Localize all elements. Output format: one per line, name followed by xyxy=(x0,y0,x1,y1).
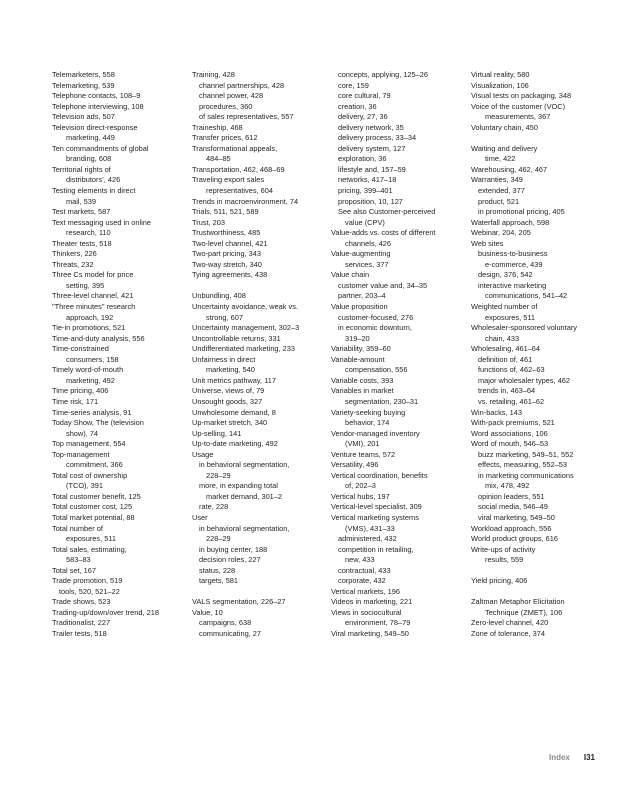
index-subentry: business-to-business xyxy=(478,249,548,259)
index-entry: Three Cs model for price xyxy=(52,270,134,280)
index-subentry: core cultural, 79 xyxy=(338,91,391,101)
index-subentry: compensation, 556 xyxy=(345,365,408,375)
index-subentry: (VMS), 431–33 xyxy=(345,523,395,533)
index-entry: Telephone interviewing, 108 xyxy=(52,101,144,111)
index-entry: Time-constrained xyxy=(52,344,109,354)
index-subentry: lifestyle and, 157–59 xyxy=(338,164,406,174)
index-subentry: behavior, 174 xyxy=(345,418,390,428)
index-entry: Vertical hubs, 197 xyxy=(331,491,390,501)
index-entry: Total customer benefit, 125 xyxy=(52,491,141,501)
index-entry: Waterfall approach, 598 xyxy=(471,217,550,227)
index-entry: Value proposition xyxy=(331,302,388,312)
index-entry: Webinar, 204, 205 xyxy=(471,228,531,238)
index-subentry: major wholesaler types, 462 xyxy=(478,375,571,385)
index-entry: Variables in market xyxy=(331,386,394,396)
index-entry: Weighted number of xyxy=(471,302,538,312)
index-subentry: concepts, applying, 125–26 xyxy=(338,70,428,79)
index-subentry: channel partnerships, 428 xyxy=(199,80,285,90)
index-subentry: pricing, 399–401 xyxy=(338,186,393,196)
index-entry: Theater tests, 518 xyxy=(52,238,112,248)
index-entry: Testing elements in direct xyxy=(52,186,136,196)
index-entry: Ten commandments of global xyxy=(52,143,149,153)
index-entry: Today Show, The (television xyxy=(52,418,144,428)
index-subentry: interactive marketing xyxy=(478,280,547,290)
index-subentry: mix, 478, 492 xyxy=(485,481,530,491)
index-entry: Two-part pricing, 343 xyxy=(192,249,262,259)
index-subentry: representatives, 604 xyxy=(206,186,273,196)
index-entry: Three-level channel, 421 xyxy=(52,291,134,301)
index-entry: Total set, 167 xyxy=(52,565,96,575)
index-subentry: design, 376, 542 xyxy=(478,270,533,280)
index-subentry: consumers, 158 xyxy=(66,354,119,364)
index-column-4 xyxy=(471,70,603,640)
index-subentry: value (CPV) xyxy=(345,217,385,227)
letter-group-spacer xyxy=(471,566,603,577)
index-subentry: marketing, 492 xyxy=(66,375,115,385)
index-subentry: decision roles, 227 xyxy=(199,555,261,565)
index-subentry: 228–29 xyxy=(206,534,231,544)
index-entry: Television ads, 507 xyxy=(52,112,115,122)
index-subentry: procedures, 360 xyxy=(199,101,253,111)
index-entry: Unfairness in direct xyxy=(192,354,256,364)
index-entry: Total number of xyxy=(52,523,103,533)
index-entry: World product groups, 616 xyxy=(471,534,558,544)
index-subentry: in behavioral segmentation, xyxy=(199,460,290,470)
index-entry: Unwholesome demand, 8 xyxy=(192,407,276,417)
index-entry: Vertical-level specialist, 309 xyxy=(331,502,422,512)
index-subentry: mail, 539 xyxy=(66,196,96,206)
index-entry: Traveling export sales xyxy=(192,175,265,185)
index-entry: Vendor-managed inventory xyxy=(331,428,420,438)
index-entry: Text messaging used in online xyxy=(52,217,152,227)
index-subentry: delivery process, 33–34 xyxy=(338,133,417,143)
index-column-2 xyxy=(192,70,324,640)
index-entry: Vertical marketing systems xyxy=(331,512,419,522)
index-subentry: show), 74 xyxy=(66,428,99,438)
index-entry: Views in sociocultural xyxy=(331,607,402,617)
footer-section-label: Index xyxy=(548,753,570,762)
index-entry: Visual tests on packaging, 348 xyxy=(471,91,572,101)
index-subentry: contractual, 433 xyxy=(338,565,391,575)
index-entry: Zone of tolerance, 374 xyxy=(471,628,545,638)
index-entry: Write-ups of activity xyxy=(471,544,536,554)
index-entry: Uncertainty avoidance, weak vs. xyxy=(192,302,298,312)
index-entry: Unsought goods, 327 xyxy=(192,396,263,406)
index-subentry: 583–83 xyxy=(66,555,91,565)
index-subentry: administered, 432 xyxy=(338,534,397,544)
index-entry: VALS segmentation, 226–27 xyxy=(192,597,286,607)
index-subentry: setting, 395 xyxy=(66,280,105,290)
index-entry: Trailer tests, 518 xyxy=(52,628,107,638)
index-entry: Thinkers, 226 xyxy=(52,249,97,259)
index-entry: Trade shows, 523 xyxy=(52,597,111,607)
index-entry: Zero-level channel, 420 xyxy=(471,618,549,628)
index-subentry: targets, 581 xyxy=(199,576,239,586)
index-entry: Voluntary chain, 450 xyxy=(471,122,538,132)
index-entry: Time-series analysis, 91 xyxy=(52,407,132,417)
index-entry: Value, 10 xyxy=(192,607,223,617)
index-column-1 xyxy=(52,70,184,640)
index-entry: Variety-seeking buying xyxy=(331,407,406,417)
index-entry: Up-selling, 141 xyxy=(192,428,242,438)
index-subentry: communications, 541–42 xyxy=(485,291,568,301)
index-entry: With-pack premiums, 521 xyxy=(471,418,555,428)
index-subentry: exploration, 36 xyxy=(338,154,387,164)
index-subentry: 484–85 xyxy=(206,154,231,164)
index-entry: User xyxy=(192,512,208,522)
index-entry: Trade promotion, 519 xyxy=(52,576,123,586)
index-entry: Up-market stretch, 340 xyxy=(192,418,268,428)
index-subentry: research, 110 xyxy=(66,228,111,238)
index-entry: Videos in marketing, 221 xyxy=(331,597,413,607)
index-entry: Traineship, 468 xyxy=(192,122,243,132)
index-entry: Universe, views of, 79 xyxy=(192,386,265,396)
index-entry: Trials, 511, 521, 589 xyxy=(192,207,259,217)
index-entry: Timely word-of-mouth xyxy=(52,365,124,375)
index-entry: Telemarketing, 539 xyxy=(52,80,115,90)
index-subentry: branding, 608 xyxy=(66,154,112,164)
index-subentry: effects, measuring, 552–53 xyxy=(478,460,568,470)
index-entry: Television direct-response xyxy=(52,122,138,132)
index-subentry: status, 228 xyxy=(199,565,236,575)
index-entry: Trends in macroenvironment, 74 xyxy=(192,196,299,206)
index-entry: Up-to-date marketing, 492 xyxy=(192,439,278,449)
index-entry: Training, 428 xyxy=(192,70,235,79)
index-subentry: corporate, 432 xyxy=(338,576,386,586)
index-entry: Waiting and delivery xyxy=(471,143,538,153)
index-entry: Zaltman Metaphor Elicitation xyxy=(471,597,565,607)
index-subentry: extended, 377 xyxy=(478,186,525,196)
index-subentry: marketing, 449 xyxy=(66,133,115,143)
index-entry: Wholesaler-sponsored voluntary xyxy=(471,323,577,333)
index-subentry: time, 422 xyxy=(485,154,516,164)
index-subentry: exposures, 511 xyxy=(485,312,535,322)
index-entry: Transfer prices, 612 xyxy=(192,133,258,143)
index-subentry: tools, 520, 521–22 xyxy=(59,586,120,596)
index-entry: Warranties, 349 xyxy=(471,175,523,185)
index-entry: Viral marketing, 549–50 xyxy=(331,628,409,638)
index-entry: Telephone contacts, 108–9 xyxy=(52,91,141,101)
index-subentry: competition in retailing, xyxy=(338,544,414,554)
index-entry: Value-augmenting xyxy=(331,249,391,259)
index-subentry: of, 202–3 xyxy=(345,481,376,491)
index-subentry: (VMI), 201 xyxy=(345,439,380,449)
index-subentry: communicating, 27 xyxy=(199,628,262,638)
index-subentry: viral marketing, 549–50 xyxy=(478,512,555,522)
index-subentry: strong, 607 xyxy=(206,312,243,322)
index-subentry: delivery system, 127 xyxy=(338,143,406,153)
index-subentry: market demand, 301–2 xyxy=(206,491,283,501)
index-entry: Trustworthiness, 485 xyxy=(192,228,261,238)
index-subentry: 319–20 xyxy=(345,333,370,343)
index-entry: Total market potential, 88 xyxy=(52,512,135,522)
index-entry: Total customer cost, 125 xyxy=(52,502,133,512)
index-subentry: channel power, 428 xyxy=(199,91,264,101)
letter-group-spacer xyxy=(471,587,603,598)
index-subentry: (TCO), 391 xyxy=(66,481,103,491)
index-entry: Voice of the customer (VOC) xyxy=(471,101,566,111)
index-subentry: networks, 417–18 xyxy=(338,175,397,185)
index-subentry: e-commerce, 439 xyxy=(485,259,543,269)
index-entry: Variable-amount xyxy=(331,354,385,364)
index-entry: Vertical coordination, benefits xyxy=(331,470,428,480)
index-subentry: exposures, 511 xyxy=(66,534,116,544)
index-subentry: social media, 546–49 xyxy=(478,502,548,512)
index-entry: Top management, 554 xyxy=(52,439,126,449)
index-entry: Time-and-duty analysis, 556 xyxy=(52,333,145,343)
index-entry: Undifferentiated marketing, 233 xyxy=(192,344,295,354)
index-entry: Venture teams, 572 xyxy=(331,449,396,459)
index-subentry: delivery network, 35 xyxy=(338,122,404,132)
index-subentry: approach, 192 xyxy=(66,312,114,322)
index-subentry: creation, 36 xyxy=(338,101,377,111)
index-entry: "Three minutes" research xyxy=(52,302,136,312)
index-entry: Wholesaling, 461–64 xyxy=(471,344,541,354)
index-entry: Tying agreements, 438 xyxy=(192,270,268,280)
index-entry: Word of mouth, 546–53 xyxy=(471,439,549,449)
index-entry: Transformational appeals, xyxy=(192,143,278,153)
index-entry: Value chain xyxy=(331,270,370,280)
index-entry: Web sites xyxy=(471,238,504,248)
index-subentry: vs. retailing, 461–62 xyxy=(478,396,545,406)
index-subentry: delivery, 27, 36 xyxy=(338,112,388,122)
index-entry: Two-way stretch, 340 xyxy=(192,259,262,269)
index-entry: Trading-up/down/over trend, 218 xyxy=(52,607,159,617)
page-footer xyxy=(500,753,595,762)
index-subentry: 228–29 xyxy=(206,470,231,480)
index-entry: Warehousing, 462, 467 xyxy=(471,164,548,174)
index-entry: Threats, 232 xyxy=(52,259,94,269)
index-subentry: buzz marketing, 549–51, 552 xyxy=(478,449,574,459)
index-entry: Value-adds vs. costs of different xyxy=(331,228,436,238)
index-subentry: more, in expanding total xyxy=(199,481,278,491)
index-subentry: distributors’, 426 xyxy=(66,175,121,185)
index-entry: Versatility, 496 xyxy=(331,460,379,470)
index-subentry: in promotional pricing, 405 xyxy=(478,207,565,217)
index-entry: Time pricing, 406 xyxy=(52,386,109,396)
index-subentry: segmentation, 230–31 xyxy=(345,396,419,406)
index-subentry: rate, 228 xyxy=(199,502,229,512)
index-subentry: customer value and, 34–35 xyxy=(338,280,428,290)
index-entry: Telemarketers, 558 xyxy=(52,70,115,79)
index-subentry: See also Customer-perceived xyxy=(338,207,436,217)
index-subentry: in marketing communications xyxy=(478,470,574,480)
index-entry: Total sales, estimating, xyxy=(52,544,127,554)
index-subentry: chain, 433 xyxy=(485,333,520,343)
index-entry: Win-backs, 143 xyxy=(471,407,522,417)
index-entry: Uncertainty management, 302–3 xyxy=(192,323,300,333)
index-entry: Workload approach, 556 xyxy=(471,523,552,533)
index-subentry: Technique (ZMET), 106 xyxy=(485,607,563,617)
index-subentry: results, 559 xyxy=(485,555,524,565)
index-subentry: trends in, 463–64 xyxy=(478,386,536,396)
index-entry: Top-management xyxy=(52,449,110,459)
index-entry: Variable costs, 393 xyxy=(331,375,394,385)
index-entry: Usage xyxy=(192,449,214,459)
index-entry: Two-level channel, 421 xyxy=(192,238,268,248)
index-subentry: definition of, 461 xyxy=(478,354,533,364)
letter-group-spacer xyxy=(192,281,324,292)
index-subentry: environment, 78–79 xyxy=(345,618,411,628)
index-subentry: commitment, 366 xyxy=(66,460,123,470)
index-subentry: core, 159 xyxy=(338,80,369,90)
index-subentry: campaigns, 638 xyxy=(199,618,252,628)
index-entry: Territorial rights of xyxy=(52,164,111,174)
index-subentry: marketing, 540 xyxy=(206,365,255,375)
index-entry: Visualization, 106 xyxy=(471,80,529,90)
index-entry: Traditionalist, 227 xyxy=(52,618,111,628)
index-entry: Trust, 203 xyxy=(192,217,225,227)
index-entry: Tie-in promotions, 521 xyxy=(52,323,126,333)
index-subentry: of sales representatives, 557 xyxy=(199,112,294,122)
index-subentry: product, 521 xyxy=(478,196,520,206)
index-subentry: measurements, 367 xyxy=(485,112,551,122)
index-entry: Total cost of ownership xyxy=(52,470,128,480)
index-subentry: in economic downturn, xyxy=(338,323,412,333)
index-entry: Unbundling, 408 xyxy=(192,291,246,301)
index-column-3 xyxy=(331,70,463,640)
index-entry: Variability, 359–60 xyxy=(331,344,391,354)
index-subentry: services, 377 xyxy=(345,259,389,269)
index-entry: Transportation, 462, 468–69 xyxy=(192,164,285,174)
index-subentry: partner, 203–4 xyxy=(338,291,386,301)
index-entry: Time risk, 171 xyxy=(52,396,99,406)
index-entry: Vertical markets, 196 xyxy=(331,586,401,596)
letter-group-spacer xyxy=(192,587,324,598)
index-subentry: in buying center, 188 xyxy=(199,544,268,554)
index-subentry: new, 433 xyxy=(345,555,375,565)
index-subentry: channels, 426 xyxy=(345,238,392,248)
index-subentry: customer-focused, 276 xyxy=(338,312,414,322)
index-subentry: in behavioral segmentation, xyxy=(199,523,290,533)
index-entry: Test markets, 587 xyxy=(52,207,111,217)
index-entry: Word associations, 106 xyxy=(471,428,548,438)
index-entry: Yield pricing, 406 xyxy=(471,576,528,586)
page-number: I31 xyxy=(583,753,595,762)
index-entry: Uncontrollable returns, 331 xyxy=(192,333,281,343)
letter-group-spacer xyxy=(471,133,603,144)
index-entry: Virtual reality, 580 xyxy=(471,70,530,79)
index-subentry: opinion leaders, 551 xyxy=(478,491,545,501)
index-subentry: functions of, 462–63 xyxy=(478,365,545,375)
index-entry: Unit metrics pathway, 117 xyxy=(192,375,276,385)
index-subentry: proposition, 10, 127 xyxy=(338,196,403,206)
